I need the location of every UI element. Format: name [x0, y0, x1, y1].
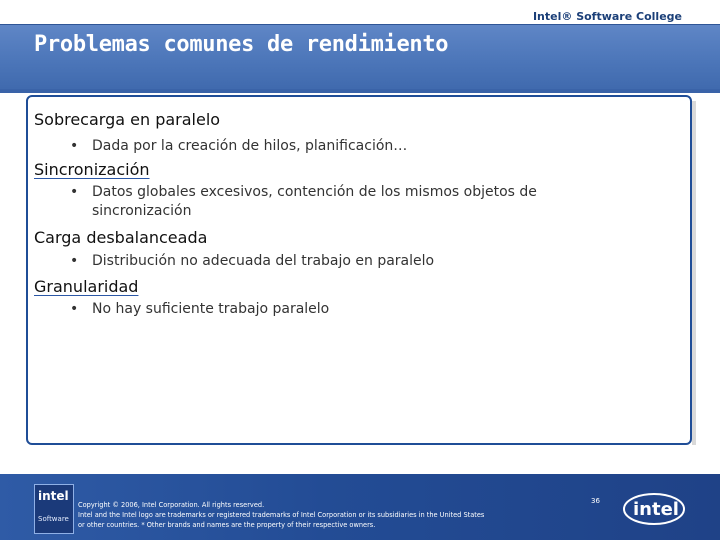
intel-software-logo: [34, 484, 74, 534]
intel-mini-logo-text: intel: [38, 489, 69, 503]
bullet-text: Dada por la creación de hilos, planificación…: [92, 138, 408, 154]
bullet-sobrecarga: [70, 137, 570, 156]
college-label: Intel® Software College: [532, 10, 682, 23]
intel-logo: [620, 487, 688, 529]
bullet-text: No hay suficiente trabajo paralelo: [92, 301, 330, 317]
bullet-dot: •: [70, 301, 79, 317]
software-logo-label: Software: [38, 515, 69, 523]
copyright-line-1: Copyright © 2006, Intel Corporation. All rights reserved.: [78, 501, 265, 509]
topic-sobrecarga: Sobrecarga en paralelo: [34, 110, 221, 129]
topic-carga: Carga desbalanceada: [34, 228, 208, 247]
bullet-dot: •: [70, 184, 79, 200]
bullet-dot: •: [70, 253, 79, 269]
bullet-sincronizacion: [70, 183, 630, 221]
bullet-text: Datos globales excesivos, contención de los mismos objetos de sincronización: [92, 184, 537, 219]
slide-title: Problemas comunes de rendimiento: [34, 32, 449, 57]
header-divider: [0, 89, 720, 93]
topic-sincronizacion[interactable]: Sincronización: [34, 160, 150, 179]
page-number: 36: [591, 497, 600, 505]
bullet-dot: •: [70, 138, 79, 154]
copyright-line-2: Intel and the Intel logo are trademarks or registered trademarks of Intel Corporation or its subsidiaries in the United States: [78, 511, 485, 519]
bullet-carga: [70, 252, 570, 271]
copyright-notice: [78, 500, 588, 530]
intel-logo-text: intel: [633, 499, 679, 520]
copyright-line-3: or other countries. * Other brands and names are the property of their respective owners.: [78, 521, 376, 529]
bullet-text: Distribución no adecuada del trabajo en paralelo: [92, 253, 435, 269]
bullet-granularidad: [70, 300, 570, 319]
topic-granularidad[interactable]: Granularidad: [34, 277, 139, 296]
